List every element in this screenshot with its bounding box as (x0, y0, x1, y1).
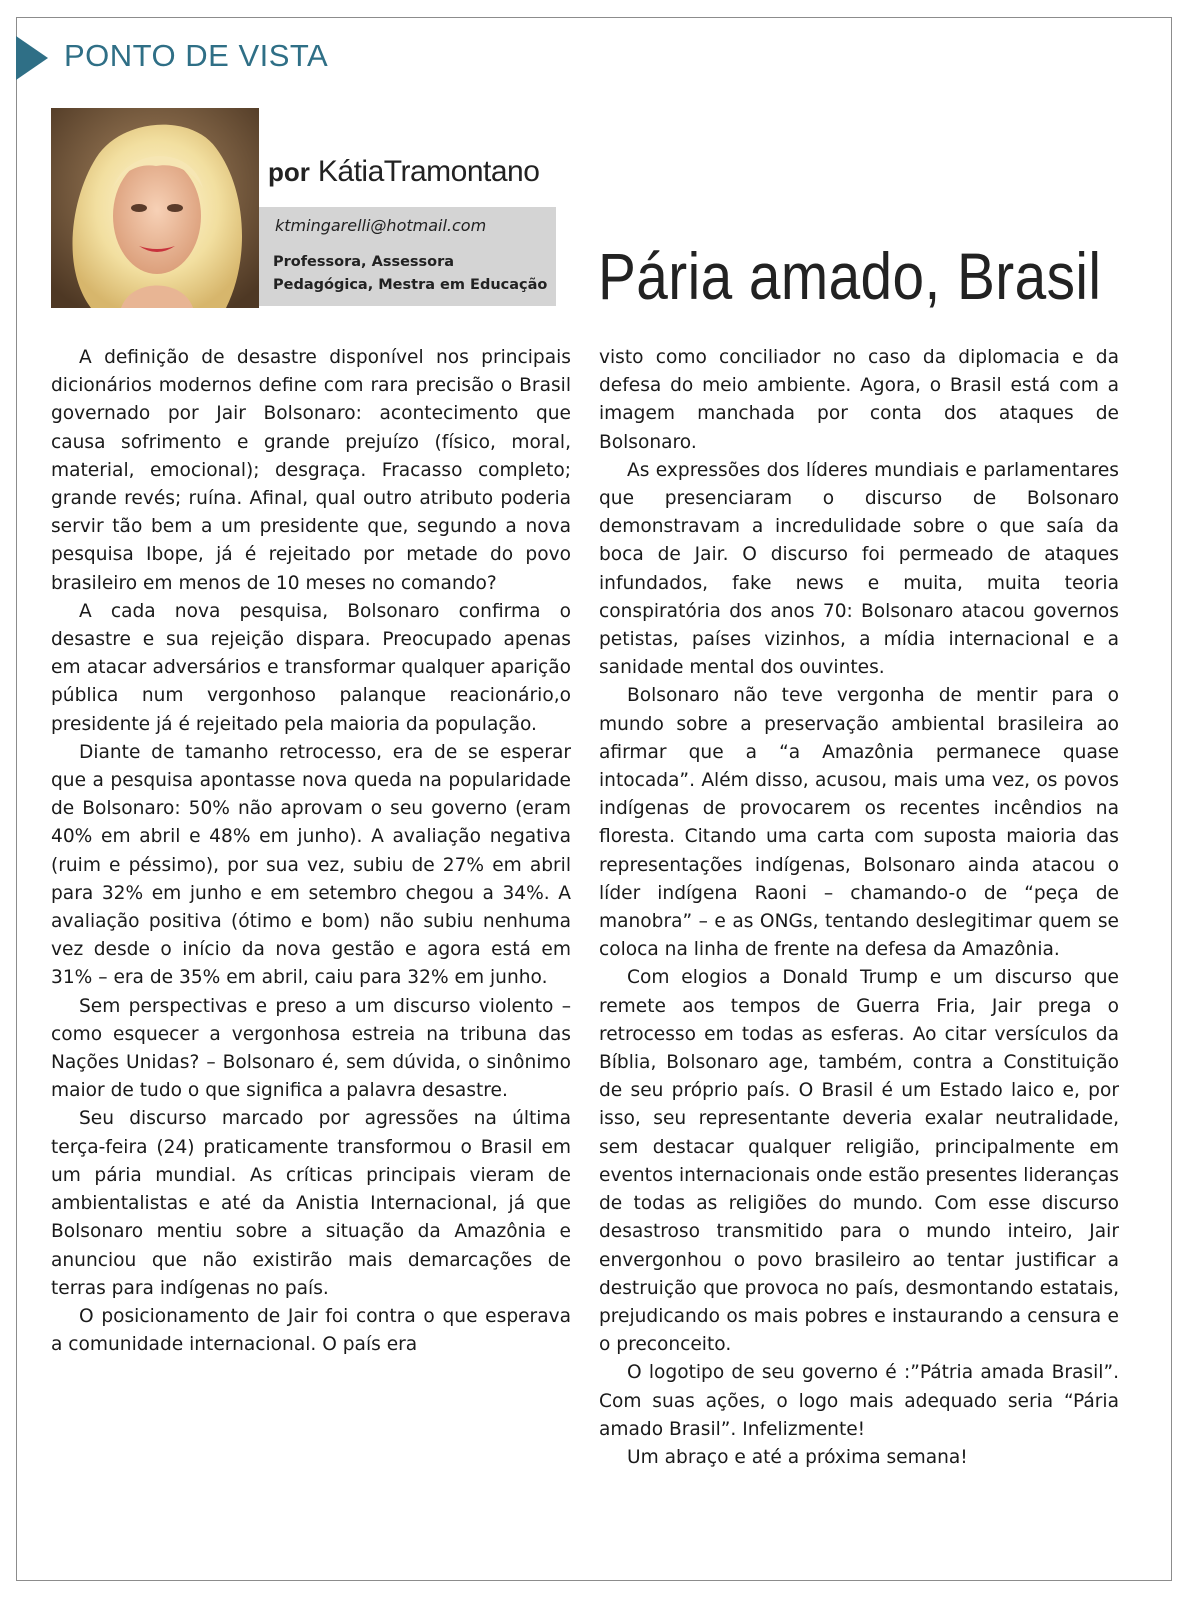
article-column-left (51, 344, 571, 1359)
byline-prefix: por (268, 157, 310, 187)
article-paragraph: As expressões dos líderes mundiais e parlamentares que presenciaram o discurso de Bolsonaro demonstravam a incredulidade sobre o que saía da boca de Jair. O discurso foi permeado de ataques infundados, fake news e muita, muita teoria conspiratória dos anos 70: Bolsonaro atacou governos petistas, países vizinhos, a mídia internacional e a sanidade mental dos ouvintes. (599, 459, 1119, 679)
article-paragraph: Seu discurso marcado por agressões na última terça-feira (24) praticamente transformou o Brasil em um pária mundial. As críticas principais vieram de ambientalistas e até da Anistia Internacional, já que Bolsonaro mentiu sobre a situação da Amazônia e anunciou que não existirão mais demarcações de terras para indígenas no país. (51, 1108, 571, 1299)
author-info-box (259, 207, 556, 306)
article-headline: Pária amado, Brasil (598, 239, 1102, 313)
section-label: PONTO DE VISTA (64, 38, 329, 73)
article-paragraph: O logotipo de seu governo é :”Pátria amada Brasil”. Com suas ações, o logo mais adequado seria “Pária amado Brasil”. Infelizmente! (599, 1362, 1119, 1440)
author-byline (268, 155, 539, 189)
author-role-line: Professora, Assessora (273, 254, 455, 270)
author-photo (51, 108, 259, 308)
article-paragraph: Com elogios a Donald Trump e um discurso que remete aos tempos de Guerra Fria, Jair prega o retrocesso em todas as esferas. Ao citar versículos da Bíblia, Bolsonaro age, também, contra a Constituição de seu próprio país. O Brasil é um Estado laico e, por isso, seu representante deveria exalar neutralidade, sem destacar qualquer religião, principalmente em eventos internacionais onde estão presentes lideranças de todas as religiões do mundo. Com esse discurso desastroso transmitido para o mundo inteiro, Jair envergonhou o povo brasileiro ao tentar justificar a destruição que provoca no país, desmontando estatais, prejudicando os mais pobres e instaurando a censura e o preconceito. (599, 967, 1119, 1356)
article-signoff: Um abraço e até a próxima semana! (627, 1446, 968, 1468)
author-role (273, 251, 553, 297)
article-paragraph: Diante de tamanho retrocesso, era de se esperar que a pesquisa apontasse nova queda na popularidade de Bolsonaro: 50% não aprovam o seu governo (eram 40% em abril e 48% em junho). A avaliação negativa (ruim e péssimo), por sua vez, subiu de 27% em abril para 32% em junho e em setembro chegou a 34%. A avaliação positiva (ótimo e bom) não subiu nenhuma vez desde o início da nova gestão e agora está em 31% – era de 35% em abril, caiu para 32% em junho. (51, 741, 571, 989)
article-paragraph: A definição de desastre disponível nos principais dicionários modernos define com rara precisão o Brasil governado por Jair Bolsonaro: acontecimento que causa sofrimento e grande prejuízo (físico, moral, material, emocional); desgraça. Fracasso completo; grande revés; ruína. Afinal, qual outro atributo poderia servir tão bem a um presidente que, segundo a nova pesquisa Ibope, já é rejeitado por metade do povo brasileiro em menos de 10 meses no comando? (51, 347, 571, 594)
article-paragraph: A cada nova pesquisa, Bolsonaro confirma o desastre e sua rejeição dispara. Preocupado apenas em atacar adversários e transformar qualquer aparição pública num vergonhoso palanque reacionário,o presidente já é rejeitado pela maioria da população. (51, 600, 571, 735)
section-arrow-icon (16, 36, 48, 80)
author-email: ktmingarelli@hotmail.com (275, 216, 487, 235)
article-paragraph: Bolsonaro não teve vergonha de mentir para o mundo sobre a preservação ambiental brasileira ao afirmar que a “a Amazônia permanece quase intocada”. Além disso, acusou, mais uma vez, os povos indígenas de provocarem os recentes incêndios na floresta. Citando uma carta com suposta maioria das representações indígenas, Bolsonaro ainda atacou o líder indígena Raoni – chamando-o de “peça de manobra” – e as ONGs, tentando deslegitimar quem se coloca na linha de frente na defesa da Amazônia. (599, 685, 1119, 961)
article-paragraph: Sem perspectivas e preso a um discurso violento – como esquecer a vergonhosa estreia na tribuna das Nações Unidas? – Bolsonaro é, sem dúvida, o sinônimo maior de tudo o que significa a palavra desastre. (51, 995, 571, 1102)
article-column-right (599, 344, 1119, 1472)
author-portrait-image (51, 108, 259, 308)
article-paragraph: O posicionamento de Jair foi contra o que esperava a comunidade internacional. O país era (51, 1305, 571, 1356)
author-name: KátiaTramontano (317, 155, 540, 188)
author-role-line: Pedagógica, Mestra em Educação (273, 277, 548, 293)
article-paragraph-continuation: visto como conciliador no caso da diplomacia e da defesa do meio ambiente. Agora, o Brasil está com a imagem manchada por conta dos ataques de Bolsonaro. (599, 347, 1119, 453)
